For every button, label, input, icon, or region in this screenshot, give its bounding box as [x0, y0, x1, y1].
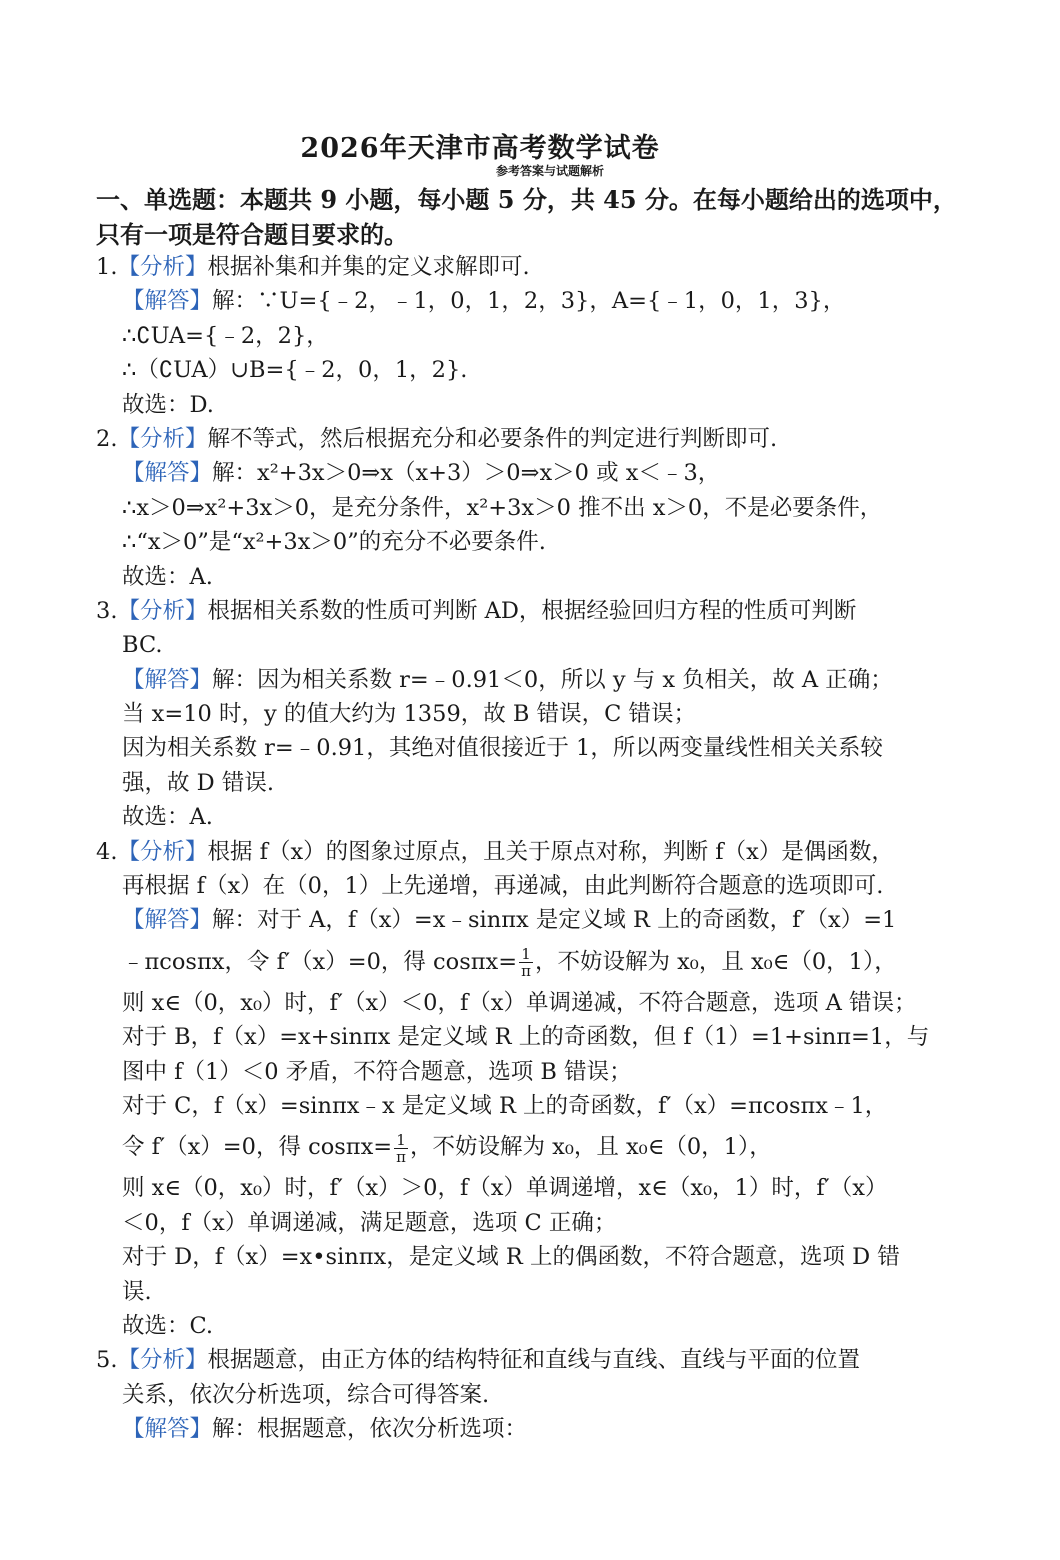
- analysis-tag: 【分析】: [117, 838, 208, 865]
- q1-answer: 故选：D.: [122, 391, 214, 418]
- q3-analysis: 3.【分析】根据相关系数的性质可判断 AD，根据经验回归方程的性质可判断: [96, 597, 857, 624]
- solution-tag: 【解答】: [122, 1416, 213, 1443]
- fraction-denominator: π: [521, 962, 531, 981]
- q4-analysis: 4.【分析】根据 f（x）的图象过原点，且关于原点对称，判断 f（x）是偶函数，: [96, 838, 894, 865]
- q4-solution-line: 对于 C，f（x）=sinπx﹣x 是定义域 R 上的奇函数，f′（x）=πcosπx﹣1，: [122, 1092, 888, 1119]
- q5-solution-line: 【解答】解：根据题意，依次分析选项：: [122, 1416, 528, 1443]
- q1-solution-line: 【解答】解：∵U={﹣2，﹣1，0，1，2，3}，A={﹣1，0，1，3}，: [122, 288, 846, 315]
- q4-analysis-line: 再根据 f（x）在（0，1）上先递增，再递减，由此判断符合题意的选项即可.: [122, 873, 884, 900]
- fraction-numerator: 1: [519, 946, 533, 963]
- analysis-tag: 【分析】: [117, 597, 208, 624]
- q3-solution-line: 【解答】解：因为相关系数 r=﹣0.91＜0，所以 y 与 x 负相关，故 A 正确；: [122, 666, 893, 693]
- solution-tag: 【解答】: [122, 666, 213, 693]
- q2-answer: 故选：A.: [122, 563, 213, 590]
- section-heading: [96, 182, 1016, 252]
- q3-solution-line: 因为相关系数 r=﹣0.91，其绝对值很接近于 1，所以两变量线性相关关系较: [122, 735, 883, 762]
- q1-solution-line: ∴∁UA={﹣2，2}，: [122, 322, 329, 349]
- q4-solution-line: 令 f′（x）=0，得 cosπx= $\frac{1}{\pi}$ ，不妨设解为 x₀，且 x₀∈（0，1），: [122, 1130, 772, 1166]
- q2-solution-line: 【解答】解：x²+3x＞0⇒x（x+3）＞0⇒x＞0 或 x＜﹣3，: [122, 460, 721, 487]
- q2-solution-line: ∴“x＞0”是“x²+3x＞0”的充分不必要条件.: [122, 529, 546, 556]
- analysis-tag: 【分析】: [117, 425, 208, 452]
- fraction: [519, 946, 533, 979]
- solution-tag: 【解答】: [122, 907, 213, 934]
- solution-tag: 【解答】: [122, 288, 213, 315]
- q2-analysis: 2.【分析】解不等式，然后根据充分和必要条件的判定进行判断即可.: [96, 425, 778, 452]
- fraction: [394, 1132, 408, 1165]
- q4-solution-line: 误.: [122, 1278, 152, 1305]
- analysis-tag: 【分析】: [117, 1347, 208, 1374]
- page-title: 2026年天津市高考数学试卷: [300, 133, 660, 164]
- q3-solution-line: 当 x=10 时，y 的值大约为 1359，故 B 错误，C 错误；: [122, 701, 696, 728]
- question-number: 5.: [96, 1347, 118, 1374]
- q1-solution-line: ∴（∁UA）∪B={﹣2，0，1，2}.: [122, 357, 468, 384]
- q4-solution-line: 图中 f（1）＜0 矛盾，不符合题意，选项 B 错误；: [122, 1058, 632, 1085]
- q2-solution-line: ∴x＞0⇒x²+3x＞0，是充分条件，x²+3x＞0 推不出 x＞0，不是必要条件，: [122, 494, 883, 521]
- question-number: 3.: [96, 597, 118, 624]
- q3-answer: 故选：A.: [122, 804, 213, 831]
- question-number: 4.: [96, 838, 118, 865]
- page-subtitle: 参考答案与试题解析: [495, 164, 604, 178]
- answer-content: [96, 250, 1011, 1447]
- q4-answer: 故选：C.: [122, 1312, 214, 1339]
- question-number: 1.: [96, 254, 118, 280]
- analysis-tag: 【分析】: [117, 254, 208, 280]
- q3-analysis-line: BC.: [122, 632, 163, 659]
- q4-solution-line: 【解答】解：对于 A，f（x）=x﹣sinπx 是定义域 R 上的奇函数，f′（x）=1: [122, 907, 897, 934]
- fraction-numerator: 1: [394, 1132, 408, 1149]
- question-number: 2.: [96, 425, 118, 452]
- solution-tag: 【解答】: [122, 460, 213, 487]
- q4-solution-line: 则 x∈（0，x₀）时，f′（x）＞0，f（x）单调递增，x∈（x₀，1）时，f′（x）: [122, 1175, 888, 1202]
- q1-analysis: 1.【分析】根据补集和并集的定义求解即可.: [96, 254, 530, 280]
- q4-solution-line: ＜0，f（x）单调递减，满足题意，选项 C 正确；: [122, 1209, 617, 1236]
- q5-analysis: 5.【分析】根据题意，由正方体的结构特征和直线与直线、直线与平面的位置: [96, 1347, 860, 1374]
- q4-solution-line: ﹣πcosπx，令 f′（x）=0，得 cosπx= $\frac{1}{\pi}$ ，不妨设解为 x₀，且 x₀∈（0，1），: [122, 945, 897, 981]
- fraction-denominator: π: [396, 1147, 406, 1166]
- q4-solution-line: 则 x∈（0，x₀）时，f′（x）＜0，f（x）单调递减，不符合题意，选项 A 错误；: [122, 989, 917, 1016]
- q3-solution-line: 强，故 D 错误.: [122, 769, 274, 796]
- q4-solution-line: 对于 B，f（x）=x+sinπx 是定义域 R 上的奇函数，但 f（1）=1+sinπ=1，与: [122, 1024, 930, 1051]
- q4-solution-line: 对于 D，f（x）=x•sinπx，是定义域 R 上的偶函数，不符合题意，选项 D 错: [122, 1244, 900, 1271]
- section-heading-line: 只有一项是符合题目要求的。: [96, 220, 408, 249]
- q5-analysis-line: 关系，依次分析选项，综合可得答案.: [122, 1381, 490, 1408]
- section-heading-line: 一、单选题：本题共 9 小题，每小题 5 分，共 45 分。在每小题给出的选项中，: [96, 185, 957, 214]
